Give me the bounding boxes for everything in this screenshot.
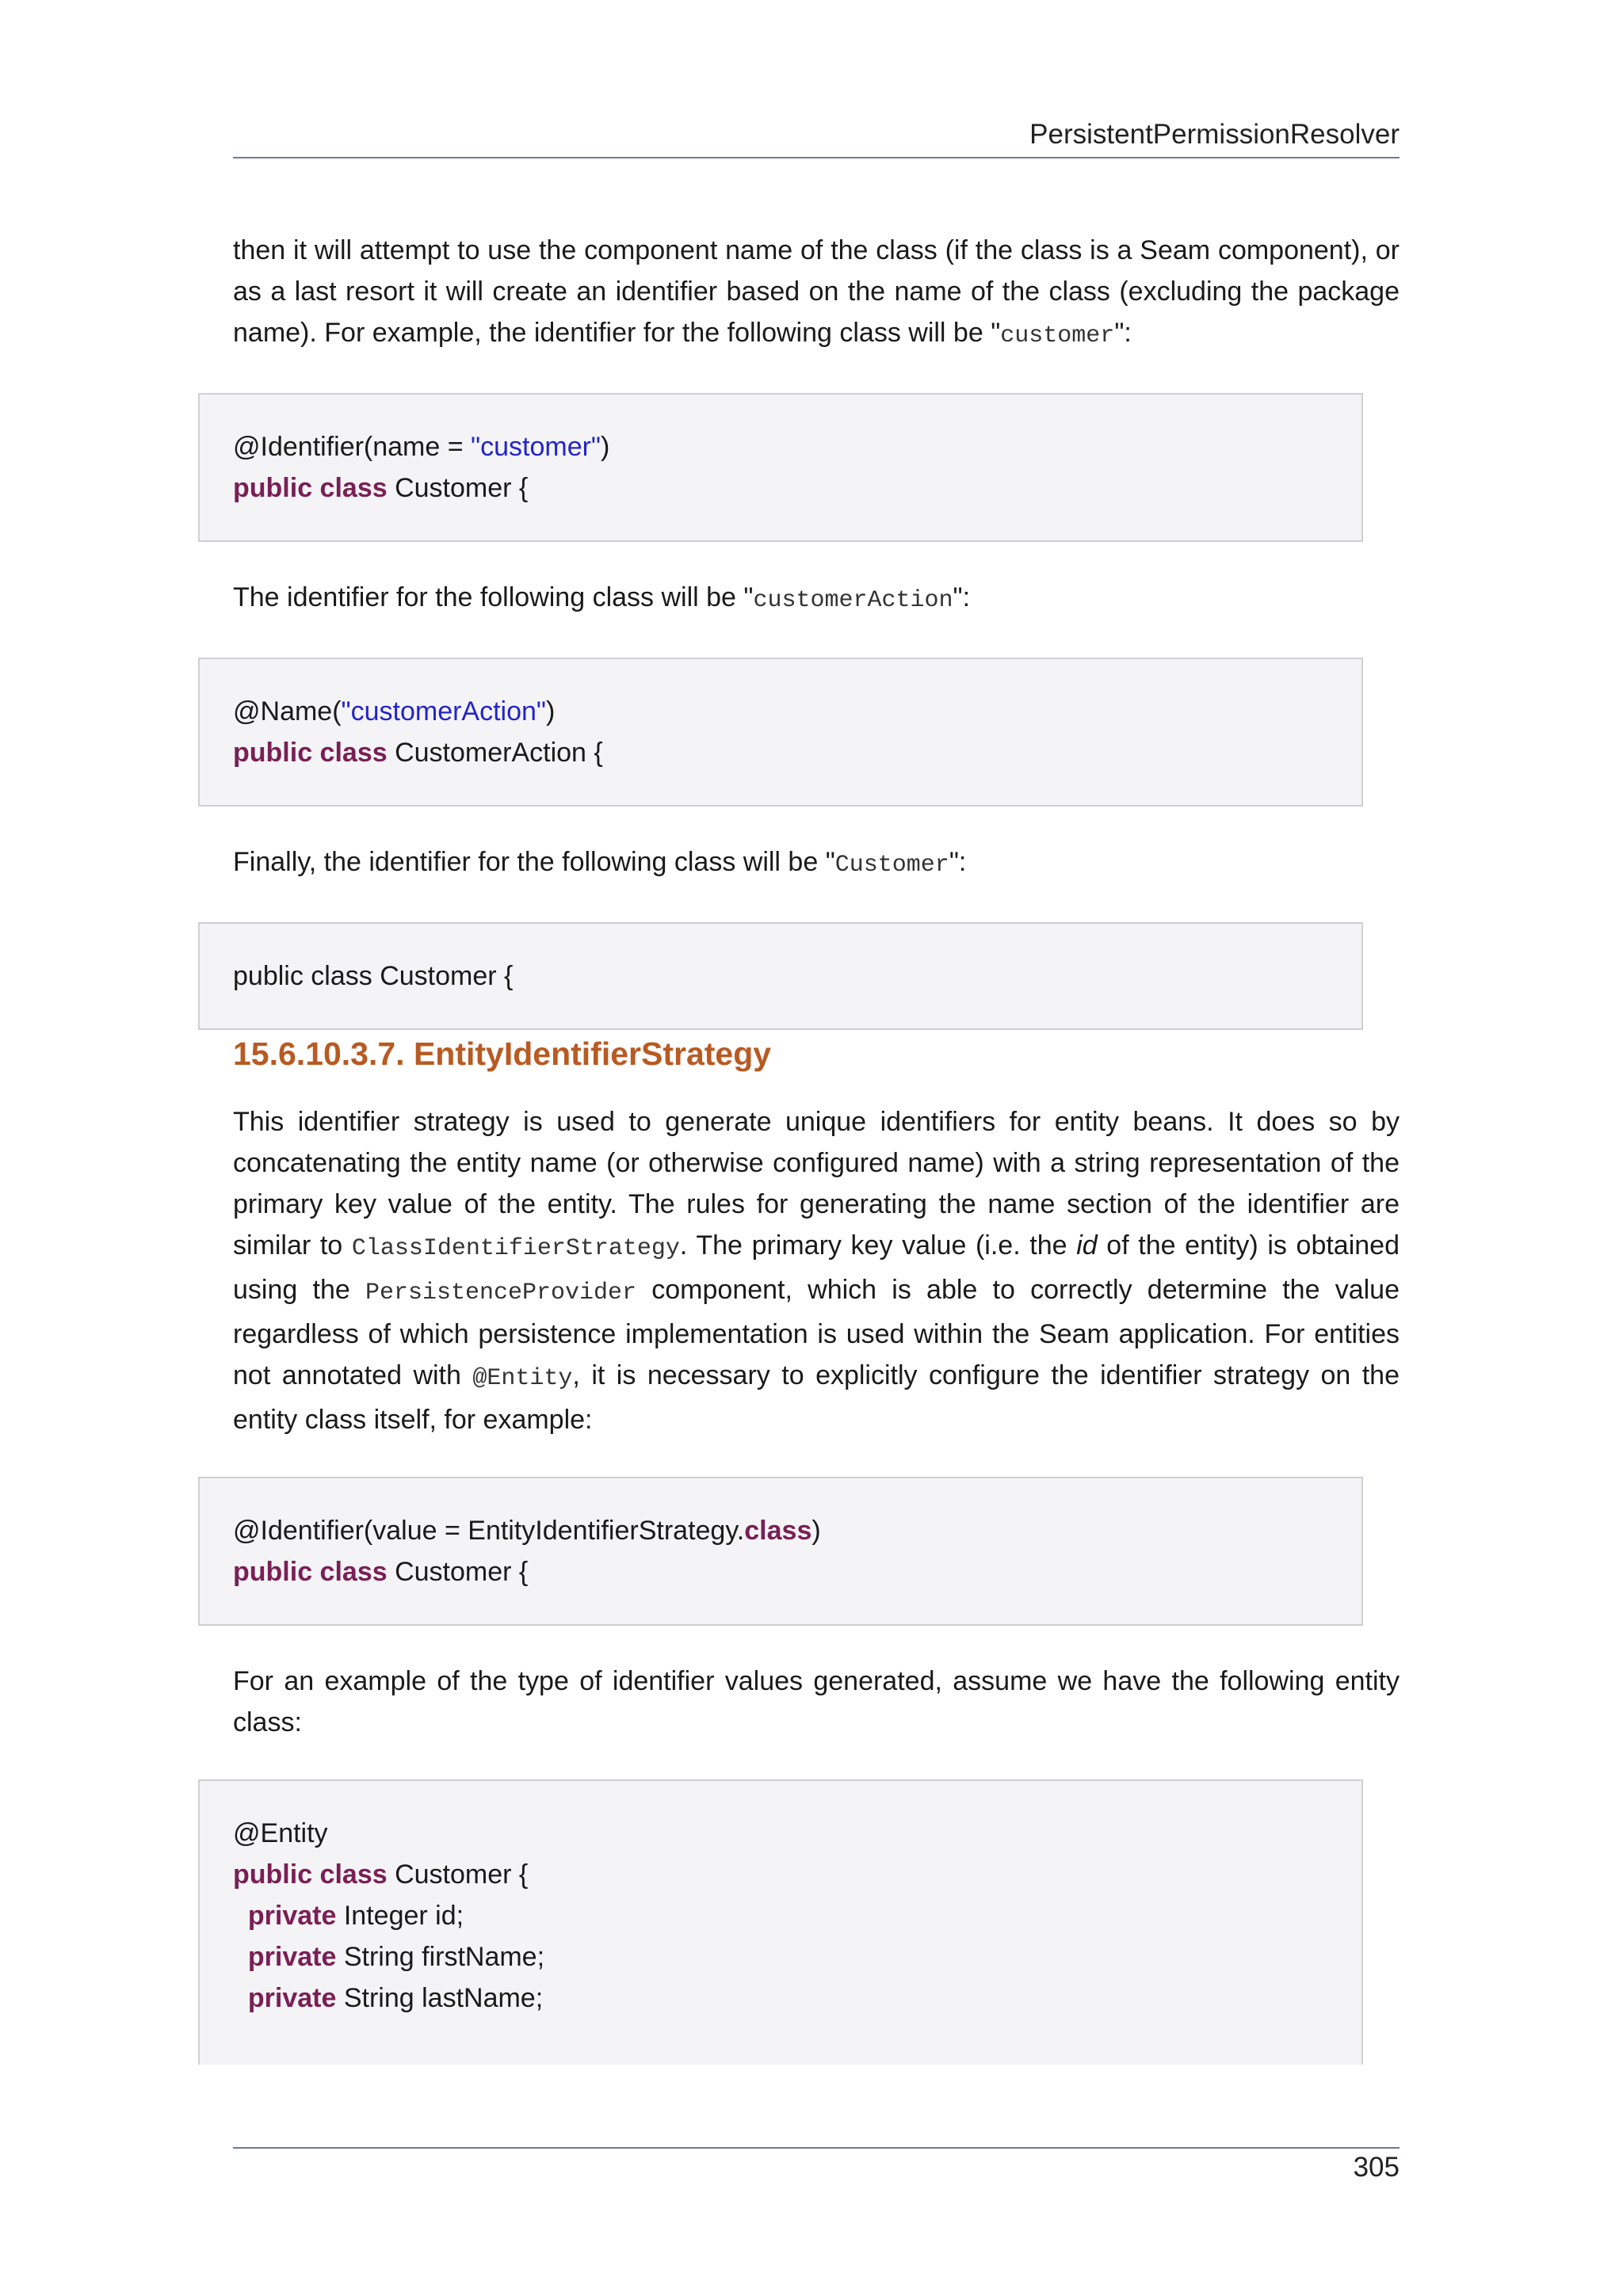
code-line	[233, 1895, 1328, 1936]
emphasis-id: id	[1076, 1230, 1098, 1261]
code-text: )	[601, 432, 610, 462]
code-line	[233, 1978, 1328, 2019]
page-number: 305	[1353, 2152, 1400, 2183]
code-block-plain-class	[198, 922, 1363, 1030]
code-string: "customer"	[471, 432, 601, 462]
para-text: then it will attempt to use the component name of the class (if the class is a Seam component), or as a last resort it will create an identifier based on the name of the class (excluding the package name). For example, the identifier for the following class will be "	[233, 235, 1400, 348]
running-header-title: PersistentPermissionResolver	[1029, 119, 1400, 150]
inline-code-customer-action: customerAction	[753, 587, 953, 614]
para-text-end: ":	[949, 847, 967, 877]
code-line	[233, 691, 1328, 732]
paragraph-customer-action	[233, 577, 1400, 621]
header-rule	[233, 157, 1400, 158]
code-line	[233, 1510, 1328, 1551]
code-line	[233, 732, 1328, 773]
code-text: )	[545, 696, 556, 727]
code-text: String firstName;	[336, 1942, 545, 1972]
paragraph-finally	[233, 841, 1400, 886]
code-text: Customer {	[387, 473, 529, 503]
code-block-identifier-annotation	[198, 393, 1363, 542]
inline-code-customer-class: Customer	[834, 852, 949, 879]
page-content	[233, 230, 1400, 2065]
code-text: @Identifier(value = EntityIdentifierStrategy.	[233, 1516, 745, 1546]
code-text: )	[812, 1516, 821, 1546]
code-text: Customer {	[387, 1557, 529, 1587]
code-text: @Identifier(name =	[233, 432, 472, 462]
paragraph-entity-strategy	[233, 1101, 1400, 1440]
code-line: public class Customer {	[233, 961, 514, 991]
para-text: , it is necessary to explicitly configure the identifier strategy on the entity class itself, for example:	[233, 1360, 1400, 1435]
code-line	[233, 1936, 1328, 1978]
inline-code-entity: @Entity	[472, 1365, 573, 1392]
footer-rule	[233, 2147, 1400, 2149]
paragraph-identifier-intro	[233, 230, 1400, 357]
code-line	[233, 426, 1328, 467]
inline-code-class-identifier-strategy: ClassIdentifierStrategy	[351, 1235, 680, 1262]
code-keyword: private	[247, 1901, 337, 1931]
para-text: This identifier strategy is used to generate unique identifiers for entity beans. It does so by concatenating the entity name (or otherwise configured name) with a string representation of the primary key value of the entity. The rules for generating the name section of the identifier are similar to	[233, 1107, 1400, 1261]
code-keyword: public class	[233, 1557, 388, 1587]
code-keyword: public class	[233, 473, 388, 503]
code-block-name-annotation	[198, 658, 1363, 807]
para-text-end: ":	[1114, 318, 1132, 348]
code-line	[233, 1551, 1328, 1592]
section-heading: 15.6.10.3.7. EntityIdentifierStrategy	[233, 1035, 772, 1072]
code-text: String lastName;	[336, 1983, 544, 2013]
paragraph-example-values: For an example of the type of identifier values generated, assume we have the following entity class:	[233, 1666, 1400, 1737]
code-keyword: public class	[233, 738, 388, 768]
code-line	[233, 467, 1328, 509]
code-line: @Entity	[233, 1818, 328, 1848]
para-text-end: ":	[953, 582, 971, 612]
para-text: of the entity) is obtained using the	[233, 1230, 1400, 1305]
code-string: "customerAction"	[341, 696, 546, 727]
inline-code-persistence-provider: PersistenceProvider	[365, 1280, 637, 1306]
para-text: The identifier for the following class will be "	[233, 582, 754, 612]
code-line	[233, 1854, 1328, 1895]
code-keyword: private	[247, 1942, 337, 1972]
code-text: CustomerAction {	[387, 738, 603, 768]
code-text: Customer {	[387, 1859, 529, 1890]
para-text: component, which is able to correctly determine the value regardless of which persistence implementation is used within the Seam application. For entities not annotated with	[233, 1275, 1400, 1390]
code-keyword: public class	[233, 1859, 388, 1890]
code-block-entity-class	[198, 1779, 1363, 2065]
para-text: Finally, the identifier for the following class will be "	[233, 847, 835, 877]
inline-code-customer: customer	[1000, 322, 1115, 349]
code-text: Integer id;	[336, 1901, 464, 1931]
code-block-entity-strategy	[198, 1477, 1363, 1626]
para-text: . The primary key value (i.e. the	[679, 1230, 1077, 1261]
code-keyword: class	[744, 1516, 812, 1546]
code-text: @Name(	[233, 696, 342, 727]
code-keyword: private	[247, 1983, 337, 2013]
